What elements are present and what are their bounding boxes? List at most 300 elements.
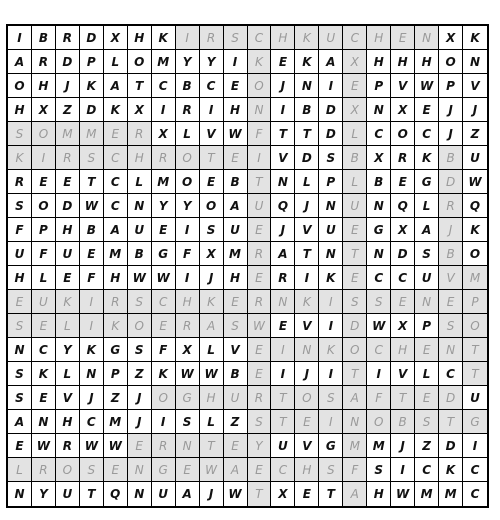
grid-cell[interactable]: E (248, 338, 272, 362)
grid-cell[interactable]: H (56, 218, 80, 242)
grid-cell[interactable]: K (56, 290, 80, 314)
grid-cell[interactable]: P (32, 218, 56, 242)
grid-cell[interactable]: R (391, 146, 415, 170)
grid-cell[interactable]: A (415, 218, 439, 242)
grid-cell[interactable]: V (391, 74, 415, 98)
grid-cell[interactable]: C (463, 458, 487, 482)
grid-cell[interactable]: O (56, 458, 80, 482)
grid-cell[interactable]: K (248, 50, 272, 74)
grid-cell[interactable]: K (80, 74, 104, 98)
grid-cell[interactable]: R (248, 242, 272, 266)
grid-cell[interactable]: W (248, 314, 272, 338)
grid-cell[interactable]: C (391, 266, 415, 290)
grid-cell[interactable]: N (8, 338, 32, 362)
grid-cell[interactable]: R (176, 98, 200, 122)
grid-cell[interactable]: B (439, 146, 463, 170)
grid-cell[interactable]: S (80, 458, 104, 482)
grid-cell[interactable]: I (80, 314, 104, 338)
grid-cell[interactable]: E (80, 242, 104, 266)
grid-cell[interactable]: C (439, 362, 463, 386)
grid-cell[interactable]: E (343, 74, 367, 98)
grid-cell[interactable]: G (176, 386, 200, 410)
grid-cell[interactable]: X (391, 218, 415, 242)
grid-cell[interactable]: W (128, 266, 152, 290)
grid-cell[interactable]: J (80, 386, 104, 410)
grid-cell[interactable]: B (343, 146, 367, 170)
grid-cell[interactable]: E (391, 26, 415, 50)
grid-cell[interactable]: E (271, 314, 295, 338)
grid-cell[interactable]: K (32, 362, 56, 386)
grid-cell[interactable]: B (224, 170, 248, 194)
grid-cell[interactable]: T (391, 386, 415, 410)
grid-cell[interactable]: J (128, 386, 152, 410)
grid-cell[interactable]: K (295, 290, 319, 314)
grid-cell[interactable]: M (343, 434, 367, 458)
grid-cell[interactable]: K (319, 266, 343, 290)
grid-cell[interactable]: O (248, 74, 272, 98)
grid-cell[interactable]: N (128, 194, 152, 218)
grid-cell[interactable]: S (439, 314, 463, 338)
grid-cell[interactable]: S (319, 386, 343, 410)
grid-cell[interactable]: Q (463, 194, 487, 218)
grid-cell[interactable]: R (56, 434, 80, 458)
grid-cell[interactable]: H (32, 74, 56, 98)
grid-cell[interactable]: S (176, 410, 200, 434)
grid-cell[interactable]: C (415, 458, 439, 482)
grid-cell[interactable]: Z (463, 122, 487, 146)
grid-cell[interactable]: R (32, 458, 56, 482)
grid-cell[interactable]: N (295, 74, 319, 98)
grid-cell[interactable]: R (128, 122, 152, 146)
grid-cell[interactable]: J (271, 74, 295, 98)
grid-cell[interactable]: T (295, 122, 319, 146)
grid-cell[interactable]: C (415, 122, 439, 146)
grid-cell[interactable]: V (295, 218, 319, 242)
grid-cell[interactable]: H (56, 410, 80, 434)
grid-cell[interactable]: E (415, 98, 439, 122)
grid-cell[interactable]: N (295, 338, 319, 362)
grid-cell[interactable]: E (343, 218, 367, 242)
grid-cell[interactable]: D (56, 194, 80, 218)
grid-cell[interactable]: N (319, 242, 343, 266)
grid-cell[interactable]: K (152, 26, 176, 50)
grid-cell[interactable]: E (224, 146, 248, 170)
grid-cell[interactable]: R (439, 194, 463, 218)
grid-cell[interactable]: Y (176, 194, 200, 218)
grid-cell[interactable]: U (248, 194, 272, 218)
grid-cell[interactable]: T (271, 410, 295, 434)
grid-cell[interactable]: D (343, 314, 367, 338)
grid-cell[interactable]: P (319, 170, 343, 194)
grid-cell[interactable]: V (463, 74, 487, 98)
grid-cell[interactable]: I (271, 362, 295, 386)
grid-cell[interactable]: E (439, 290, 463, 314)
grid-cell[interactable]: E (176, 458, 200, 482)
grid-cell[interactable]: P (104, 362, 128, 386)
grid-cell[interactable]: V (391, 362, 415, 386)
grid-cell[interactable]: H (104, 266, 128, 290)
grid-cell[interactable]: O (439, 50, 463, 74)
grid-cell[interactable]: E (104, 458, 128, 482)
grid-cell[interactable]: O (367, 410, 391, 434)
grid-cell[interactable]: F (367, 386, 391, 410)
grid-cell[interactable]: S (367, 458, 391, 482)
grid-cell[interactable]: I (319, 314, 343, 338)
grid-cell[interactable]: A (8, 50, 32, 74)
grid-cell[interactable]: Q (104, 482, 128, 506)
grid-cell[interactable]: E (224, 290, 248, 314)
grid-cell[interactable]: O (32, 122, 56, 146)
grid-cell[interactable]: S (367, 290, 391, 314)
grid-cell[interactable]: K (415, 146, 439, 170)
grid-cell[interactable]: Z (415, 434, 439, 458)
grid-cell[interactable]: E (152, 218, 176, 242)
grid-cell[interactable]: U (56, 482, 80, 506)
grid-cell[interactable]: I (367, 362, 391, 386)
grid-cell[interactable]: L (415, 194, 439, 218)
grid-cell[interactable]: H (367, 26, 391, 50)
grid-cell[interactable]: U (128, 218, 152, 242)
grid-cell[interactable]: O (295, 386, 319, 410)
grid-cell[interactable]: X (152, 122, 176, 146)
grid-cell[interactable]: C (271, 458, 295, 482)
grid-cell[interactable]: S (8, 386, 32, 410)
grid-cell[interactable]: P (463, 290, 487, 314)
grid-cell[interactable]: S (8, 194, 32, 218)
grid-cell[interactable]: A (176, 482, 200, 506)
grid-cell[interactable]: E (32, 314, 56, 338)
grid-cell[interactable]: A (200, 314, 224, 338)
grid-cell[interactable]: G (367, 218, 391, 242)
grid-cell[interactable]: E (415, 386, 439, 410)
grid-cell[interactable]: E (248, 218, 272, 242)
grid-cell[interactable]: J (200, 482, 224, 506)
grid-cell[interactable]: V (295, 314, 319, 338)
grid-cell[interactable]: T (319, 482, 343, 506)
grid-cell[interactable]: M (463, 266, 487, 290)
grid-cell[interactable]: U (8, 242, 32, 266)
grid-cell[interactable]: S (8, 362, 32, 386)
grid-cell[interactable]: F (152, 338, 176, 362)
grid-cell[interactable]: X (343, 98, 367, 122)
grid-cell[interactable]: R (32, 50, 56, 74)
grid-cell[interactable]: I (295, 266, 319, 290)
grid-cell[interactable]: V (271, 146, 295, 170)
grid-cell[interactable]: T (200, 434, 224, 458)
grid-cell[interactable]: X (343, 50, 367, 74)
grid-cell[interactable]: T (200, 146, 224, 170)
grid-cell[interactable]: R (152, 146, 176, 170)
grid-cell[interactable]: W (463, 170, 487, 194)
grid-cell[interactable]: N (248, 98, 272, 122)
grid-cell[interactable]: I (176, 218, 200, 242)
grid-cell[interactable]: J (439, 98, 463, 122)
grid-cell[interactable]: E (56, 266, 80, 290)
grid-cell[interactable]: J (56, 74, 80, 98)
grid-cell[interactable]: S (200, 218, 224, 242)
grid-cell[interactable]: R (8, 170, 32, 194)
grid-cell[interactable]: O (463, 314, 487, 338)
grid-cell[interactable]: T (463, 338, 487, 362)
grid-cell[interactable]: I (271, 98, 295, 122)
grid-cell[interactable]: O (128, 314, 152, 338)
grid-cell[interactable]: I (248, 146, 272, 170)
grid-cell[interactable]: E (343, 266, 367, 290)
grid-cell[interactable]: P (439, 74, 463, 98)
grid-cell[interactable]: S (415, 242, 439, 266)
grid-cell[interactable]: S (319, 146, 343, 170)
grid-cell[interactable]: L (104, 50, 128, 74)
grid-cell[interactable]: F (248, 122, 272, 146)
grid-cell[interactable]: N (128, 458, 152, 482)
grid-cell[interactable]: S (415, 410, 439, 434)
grid-cell[interactable]: D (319, 98, 343, 122)
grid-cell[interactable]: N (319, 194, 343, 218)
grid-cell[interactable]: T (295, 242, 319, 266)
grid-cell[interactable]: S (128, 290, 152, 314)
grid-cell[interactable]: J (295, 362, 319, 386)
grid-cell[interactable]: I (176, 26, 200, 50)
grid-cell[interactable]: B (295, 98, 319, 122)
grid-cell[interactable]: P (80, 50, 104, 74)
grid-cell[interactable]: I (319, 362, 343, 386)
grid-cell[interactable]: E (104, 122, 128, 146)
grid-cell[interactable]: D (80, 98, 104, 122)
grid-cell[interactable]: E (56, 170, 80, 194)
grid-cell[interactable]: I (391, 458, 415, 482)
grid-cell[interactable]: E (32, 386, 56, 410)
grid-cell[interactable]: M (104, 410, 128, 434)
grid-cell[interactable]: H (224, 98, 248, 122)
grid-cell[interactable]: N (439, 338, 463, 362)
grid-cell[interactable]: T (343, 362, 367, 386)
grid-cell[interactable]: F (8, 218, 32, 242)
grid-cell[interactable]: A (224, 458, 248, 482)
grid-cell[interactable]: B (32, 26, 56, 50)
grid-cell[interactable]: U (152, 482, 176, 506)
grid-cell[interactable]: G (152, 458, 176, 482)
grid-cell[interactable]: L (128, 170, 152, 194)
grid-cell[interactable]: T (248, 170, 272, 194)
grid-cell[interactable]: G (463, 410, 487, 434)
grid-cell[interactable]: D (439, 434, 463, 458)
grid-cell[interactable]: I (176, 266, 200, 290)
grid-cell[interactable]: D (80, 26, 104, 50)
grid-cell[interactable]: L (176, 122, 200, 146)
grid-cell[interactable]: W (224, 482, 248, 506)
grid-cell[interactable]: W (104, 434, 128, 458)
grid-cell[interactable]: C (367, 266, 391, 290)
grid-cell[interactable]: L (415, 362, 439, 386)
grid-cell[interactable]: F (343, 458, 367, 482)
grid-cell[interactable]: W (200, 458, 224, 482)
grid-cell[interactable]: V (56, 386, 80, 410)
grid-cell[interactable]: D (56, 50, 80, 74)
grid-cell[interactable]: J (128, 410, 152, 434)
grid-cell[interactable]: X (391, 98, 415, 122)
grid-cell[interactable]: L (343, 170, 367, 194)
grid-cell[interactable]: N (367, 242, 391, 266)
grid-cell[interactable]: U (415, 266, 439, 290)
grid-cell[interactable]: R (248, 290, 272, 314)
grid-cell[interactable]: X (176, 338, 200, 362)
grid-cell[interactable]: K (80, 338, 104, 362)
grid-cell[interactable]: O (200, 194, 224, 218)
grid-cell[interactable]: I (8, 26, 32, 50)
grid-cell[interactable]: L (295, 170, 319, 194)
grid-cell[interactable]: O (128, 50, 152, 74)
grid-cell[interactable]: N (271, 170, 295, 194)
grid-cell[interactable]: L (200, 410, 224, 434)
grid-cell[interactable]: O (32, 194, 56, 218)
grid-cell[interactable]: C (80, 410, 104, 434)
grid-cell[interactable]: L (56, 314, 80, 338)
grid-cell[interactable]: N (415, 290, 439, 314)
grid-cell[interactable]: R (200, 26, 224, 50)
grid-cell[interactable]: M (224, 242, 248, 266)
grid-cell[interactable]: C (367, 338, 391, 362)
grid-cell[interactable]: L (32, 266, 56, 290)
grid-cell[interactable]: I (80, 290, 104, 314)
grid-cell[interactable]: P (415, 314, 439, 338)
grid-cell[interactable]: H (8, 266, 32, 290)
grid-cell[interactable]: U (463, 386, 487, 410)
grid-cell[interactable]: N (176, 434, 200, 458)
grid-cell[interactable]: N (80, 362, 104, 386)
grid-cell[interactable]: E (128, 434, 152, 458)
grid-cell[interactable]: K (463, 218, 487, 242)
grid-cell[interactable]: J (439, 122, 463, 146)
grid-cell[interactable]: T (128, 74, 152, 98)
grid-cell[interactable]: E (271, 50, 295, 74)
grid-cell[interactable]: A (343, 386, 367, 410)
grid-cell[interactable]: K (319, 338, 343, 362)
grid-cell[interactable]: U (271, 434, 295, 458)
grid-cell[interactable]: S (8, 122, 32, 146)
grid-cell[interactable]: A (8, 410, 32, 434)
grid-cell[interactable]: U (319, 218, 343, 242)
grid-cell[interactable]: E (8, 290, 32, 314)
grid-cell[interactable]: H (367, 482, 391, 506)
grid-cell[interactable]: N (128, 482, 152, 506)
grid-cell[interactable]: W (391, 482, 415, 506)
grid-cell[interactable]: Y (248, 434, 272, 458)
grid-cell[interactable]: W (176, 362, 200, 386)
grid-cell[interactable]: B (176, 74, 200, 98)
grid-cell[interactable]: I (463, 434, 487, 458)
grid-cell[interactable]: C (152, 74, 176, 98)
grid-cell[interactable]: W (152, 266, 176, 290)
grid-cell[interactable]: T (248, 482, 272, 506)
grid-cell[interactable]: E (8, 434, 32, 458)
grid-cell[interactable]: F (80, 266, 104, 290)
grid-cell[interactable]: H (271, 26, 295, 50)
grid-cell[interactable]: A (224, 194, 248, 218)
grid-cell[interactable]: P (367, 74, 391, 98)
grid-cell[interactable]: C (470, 487, 480, 501)
grid-cell[interactable]: M (152, 50, 176, 74)
grid-cell[interactable]: Q (271, 194, 295, 218)
grid-cell[interactable]: H (128, 26, 152, 50)
grid-cell[interactable]: A (271, 242, 295, 266)
grid-cell[interactable]: X (128, 98, 152, 122)
grid-cell[interactable]: J (391, 434, 415, 458)
grid-cell[interactable]: E (295, 410, 319, 434)
grid-cell[interactable]: O (176, 170, 200, 194)
grid-cell[interactable]: J (295, 194, 319, 218)
grid-cell[interactable]: L (8, 458, 32, 482)
grid-cell[interactable]: R (176, 314, 200, 338)
grid-cell[interactable]: R (56, 146, 80, 170)
grid-cell[interactable]: C (200, 74, 224, 98)
grid-cell[interactable]: H (200, 386, 224, 410)
grid-cell[interactable]: C (367, 122, 391, 146)
grid-cell[interactable]: S (80, 146, 104, 170)
grid-cell[interactable]: W (200, 362, 224, 386)
grid-cell[interactable]: Y (176, 50, 200, 74)
grid-cell[interactable]: X (271, 482, 295, 506)
grid-cell[interactable]: R (104, 290, 128, 314)
grid-cell[interactable]: Z (56, 98, 80, 122)
grid-cell[interactable]: M (367, 434, 391, 458)
grid-cell[interactable]: E (200, 170, 224, 194)
grid-cell[interactable]: J (200, 266, 224, 290)
grid-cell[interactable]: N (367, 194, 391, 218)
grid-cell[interactable]: O (343, 338, 367, 362)
grid-cell[interactable]: W (367, 314, 391, 338)
grid-cell[interactable]: W (80, 194, 104, 218)
grid-cell[interactable]: K (104, 314, 128, 338)
grid-cell[interactable]: H (295, 458, 319, 482)
grid-cell[interactable]: S (224, 314, 248, 338)
grid-cell[interactable]: K (295, 50, 319, 74)
grid-cell[interactable]: J (463, 98, 487, 122)
grid-cell[interactable]: T (439, 410, 463, 434)
grid-cell[interactable]: M (80, 122, 104, 146)
grid-cell[interactable]: W (415, 74, 439, 98)
grid-cell[interactable]: I (224, 50, 248, 74)
grid-cell[interactable]: X (104, 26, 128, 50)
grid-cell[interactable]: O (152, 386, 176, 410)
grid-cell[interactable]: G (415, 170, 439, 194)
grid-cell[interactable]: D (319, 122, 343, 146)
grid-cell[interactable]: T (343, 242, 367, 266)
grid-cell[interactable]: Q (391, 194, 415, 218)
grid-cell[interactable]: I (152, 410, 176, 434)
grid-cell[interactable]: I (152, 98, 176, 122)
grid-cell[interactable]: N (343, 410, 367, 434)
grid-cell[interactable]: B (439, 242, 463, 266)
grid-cell[interactable]: C (152, 290, 176, 314)
grid-cell[interactable]: H (224, 266, 248, 290)
grid-cell[interactable]: E (391, 290, 415, 314)
grid-cell[interactable]: C (104, 194, 128, 218)
grid-cell[interactable]: D (295, 146, 319, 170)
grid-cell[interactable]: E (391, 170, 415, 194)
grid-cell[interactable]: U (56, 242, 80, 266)
grid-cell[interactable]: W (32, 434, 56, 458)
grid-cell[interactable]: B (128, 242, 152, 266)
grid-cell[interactable]: I (319, 290, 343, 314)
grid-cell[interactable]: H (415, 50, 439, 74)
grid-cell[interactable]: Y (152, 194, 176, 218)
grid-cell[interactable]: M (439, 482, 463, 506)
grid-cell[interactable]: Y (200, 50, 224, 74)
grid-cell[interactable]: M (415, 482, 439, 506)
grid-cell[interactable]: Z (104, 386, 128, 410)
grid-cell[interactable]: A (104, 74, 128, 98)
grid-cell[interactable]: U (32, 290, 56, 314)
